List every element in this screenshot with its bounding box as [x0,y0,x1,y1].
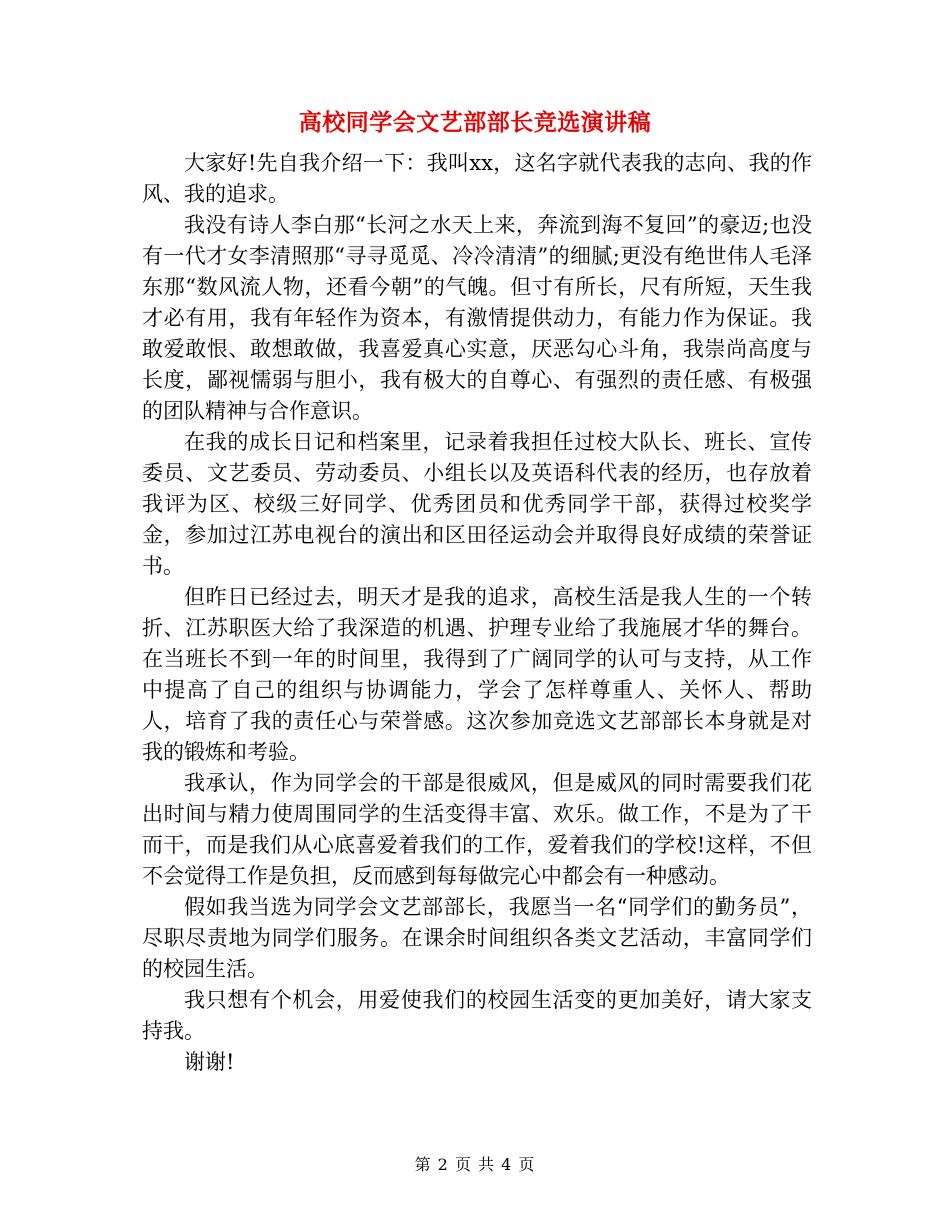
paragraph-5: 我承认，作为同学会的干部是很威风，但是威风的同时需要我们花出时间与精力使周围同学的生活变得丰富、欢乐。做工作，不是为了干而干，而是我们从心底喜爱着我们的工作，爱着我们的学校!这样，不但不会觉得工作是负担，反而感到每每做完心中都会有一种感动。 [142,771,812,888]
paragraph-3: 在我的成长日记和档案里，记录着我担任过校大队长、班长、宣传委员、文艺委员、劳动委员、小组长以及英语科代表的经历，也存放着我评为区、校级三好同学、优秀团员和优秀同学干部，获得过校奖学金，参加过江苏电视台的演出和区田径运动会并取得良好成绩的荣誉证书。 [142,430,812,578]
paragraph-4: 但昨日已经过去，明天才是我的追求，高校生活是我人生的一个转折、江苏职医大给了我深造的机遇、护理专业给了我施展才华的舞台。在当班长不到一年的时间里，我得到了广阔同学的认可与支持，从工作中提高了自己的组织与协调能力，学会了怎样尊重人、关怀人、帮助人，培育了我的责任心与荣誉感。这次参加竞选文艺部部长本身就是对我的锻炼和考验。 [142,585,812,764]
paragraph-6: 假如我当选为同学会文艺部部长，我愿当一名“同学们的勤务员”，尽职尽责地为同学们服务。在课余时间组织各类文艺活动，丰富同学们的校园生活。 [142,895,812,981]
paragraph-8: 谢谢! [184,1050,235,1074]
paragraph-1: 大家好!先自我介绍一下：我叫xx，这名字就代表我的志向、我的作风、我的追求。 [142,151,812,206]
document-title: 高校同学会文艺部部长竞选演讲稿 [298,109,652,136]
document-body [142,148,812,1078]
paragraph-2: 我没有诗人李白那“长河之水天上来，奔流到海不复回”的豪迈;也没有一代才女李清照那“寻寻觅觅、冷冷清清”的细腻;更没有绝世伟人毛泽东那“数风流人物，还看今朝”的气魄。但寸有所长，尺有所短，天生我才必有用，我有年轻作为资本，有激情提供动力，有能力作为保证。我敢爱敢恨、敢想敢做，我喜爱真心实意，厌恶勾心斗角，我崇尚高度与长度，鄙视懦弱与胆小，我有极大的自尊心、有强烈的责任感、有极强的团队精神与合作意识。 [142,213,812,423]
paragraph-7: 我只想有个机会，用爱使我们的校园生活变的更加美好，请大家支持我。 [142,988,812,1043]
page-number-footer: 第 2 页 共 4 页 [414,1155,536,1174]
